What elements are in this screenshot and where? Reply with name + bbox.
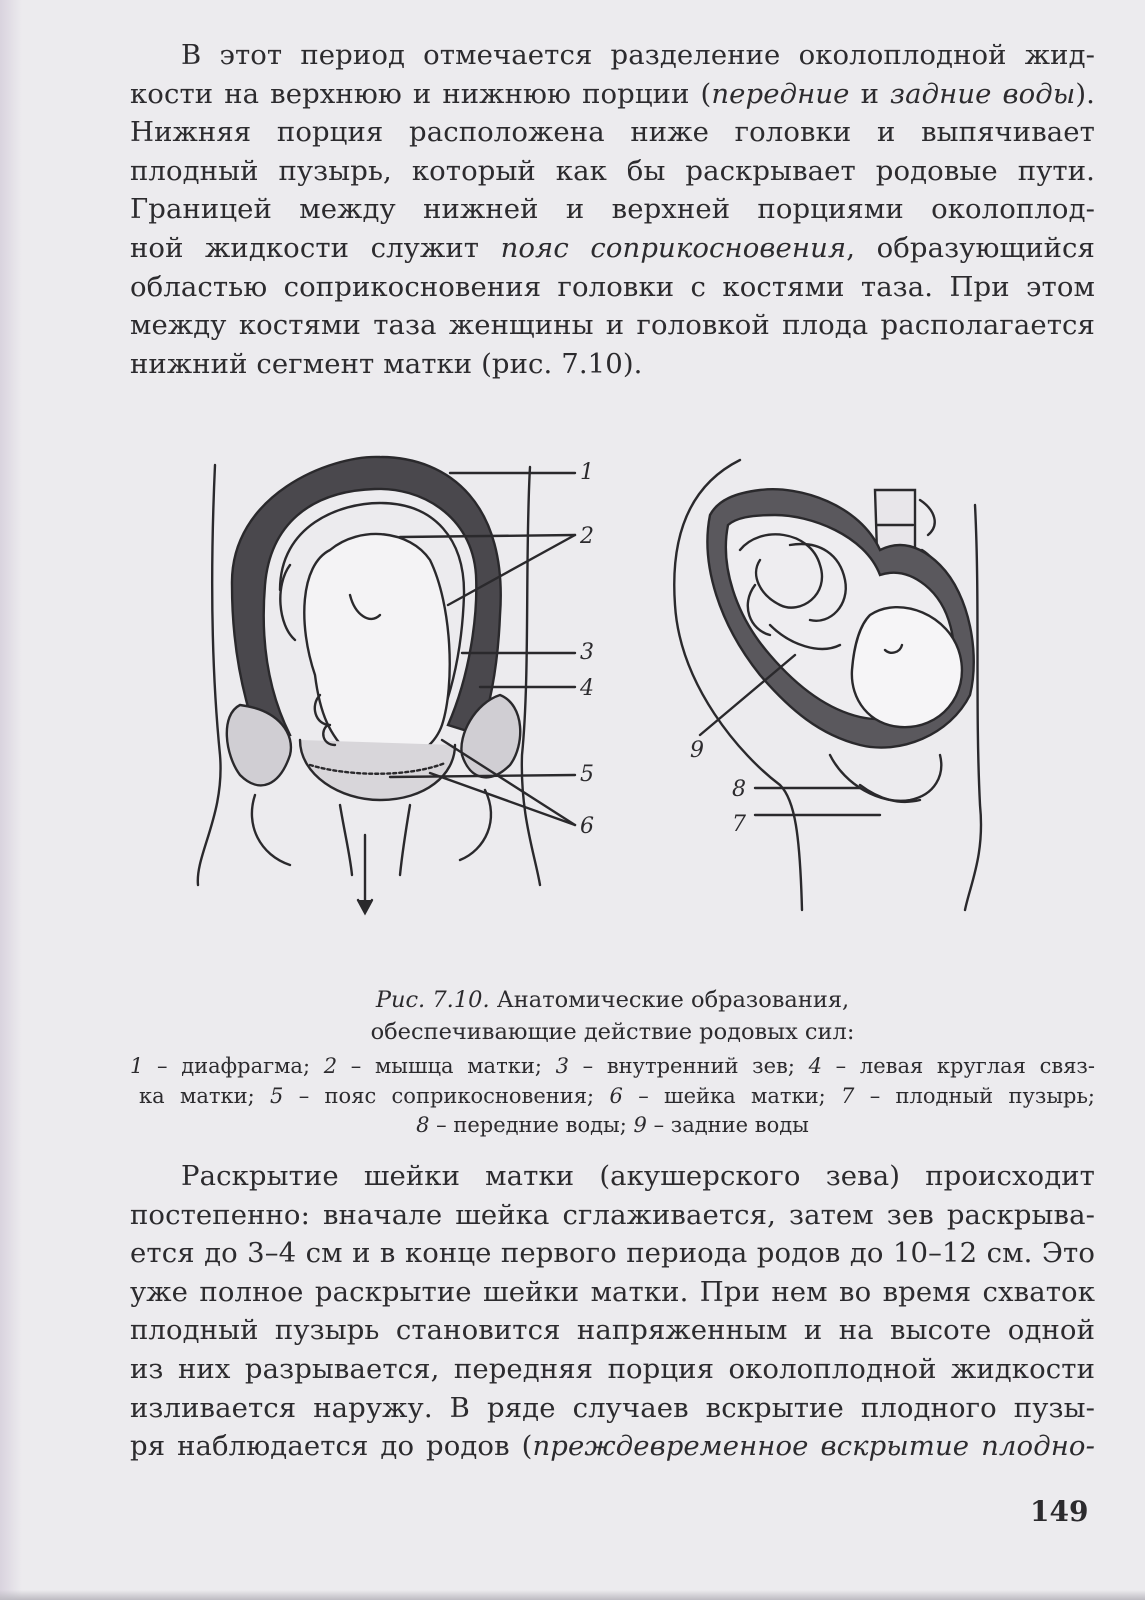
- anatomy-illustration: [180, 455, 1050, 945]
- frontal-section-drawing: [198, 457, 575, 913]
- text-line: нижний сегмент матки (рис. 7.10).: [130, 347, 643, 380]
- label-8: 8: [732, 777, 746, 802]
- label-5: 5: [580, 762, 594, 787]
- label-3: 3: [580, 640, 594, 665]
- text-line: плодный пузырь становится напряженным и на высоте одной: [130, 1314, 1095, 1347]
- text-line: из них разрывается, передняя порция околоплодной жидкости: [130, 1352, 1095, 1385]
- label-6: 6: [580, 814, 594, 839]
- page-number: 149: [1030, 1495, 1089, 1528]
- page-edge-shadow: [0, 0, 22, 1600]
- text-line: Нижняя порция расположена ниже головки и выпячивает: [130, 116, 1095, 149]
- label-7: 7: [732, 812, 746, 837]
- text-line: постепенно: вначале шейка сглаживается, затем зев раскрыва-: [130, 1198, 1095, 1231]
- figure-legend: 1 – диафрагма; 2 – мышца матки; 3 – внутренний зев; 4 – левая круглая связ- ка матки; 5 – пояс соприкосновения; 6 – шейка матки; 7 – плодный пузырь; 8 – передние воды; 9 – задние воды: [130, 1054, 1095, 1137]
- text-line: уже полное раскрытие шейки матки. При нем во время схваток: [130, 1275, 1095, 1308]
- label-9: 9: [690, 738, 704, 763]
- text-line: ется до 3–4 см и в конце первого периода родов до 10–12 см. Это: [130, 1237, 1095, 1270]
- text-line: ря наблюдается до родов (преждевременное вскрытие плодно-: [130, 1430, 1095, 1463]
- paragraph-1: [130, 36, 1095, 383]
- page-bottom-edge: [0, 1590, 1145, 1600]
- label-1: 1: [580, 460, 594, 485]
- text-line: ной жидкости служит пояс соприкосновения, образующийся: [130, 231, 1095, 264]
- figure-caption: Рис. 7.10. Анатомические образования, обеспечивающие действие родовых сил:: [370, 987, 855, 1045]
- figure-number: Рис. 7.10.: [375, 987, 490, 1013]
- label-2: 2: [580, 524, 594, 549]
- label-4: 4: [580, 676, 594, 701]
- text-line: изливается наружу. В ряде случаев вскрытие плодного пузы-: [130, 1391, 1095, 1424]
- sagittal-section-drawing: [674, 460, 981, 910]
- text-line: В этот период отмечается разделение околоплодной жид-: [181, 39, 1095, 71]
- text-line: областью соприкосновения головки с костями таза. При этом: [130, 270, 1095, 303]
- text-line: плодный пузырь, который как бы раскрывает родовые пути.: [130, 154, 1095, 187]
- paragraph-2: [130, 1157, 1095, 1466]
- text-line: Границей между нижней и верхней порциями околоплод-: [130, 193, 1095, 226]
- text-line: Раскрытие шейки матки (акушерского зева) происходит: [181, 1160, 1095, 1192]
- text-line: кости на верхнюю и нижнюю порции (передние и задние воды).: [130, 77, 1095, 110]
- text-line: между костями таза женщины и головкой плода располагается: [130, 309, 1095, 342]
